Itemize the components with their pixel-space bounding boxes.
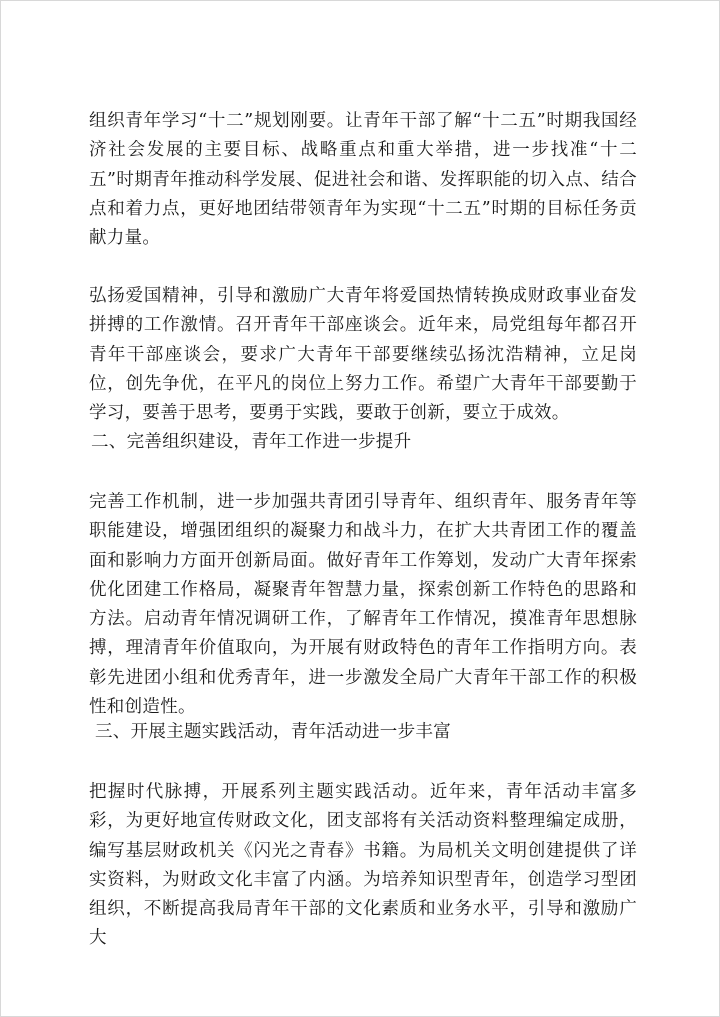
section-heading-organization: 二、完善组织建设，青年工作进一步提升	[91, 432, 412, 452]
paragraph-patriotism: 弘扬爱国精神，引导和激励广大青年将爱国热情转换成财政事业奋发拼搏的工作激情。召开青年干部座谈会。近年来，局党组每年都召开青年干部座谈会，要求广大青年干部要继续弘扬沈浩精神，立足岗位，创先争优，在平凡的岗位上努力工作。希望广大青年干部要勤于学习，要善于思考，要勇于实践，要敢于创新，要立于成效。	[89, 286, 637, 424]
paragraph-era-activities: 把握时代脉搏，开展系列主题实践活动。近年来，青年活动丰富多彩，为更好地宣传财政文化，团支部将有关活动资料整理编定成册，编写基层财政机关《闪光之青春》书籍。为局机关文明创建提供了详实资料，为财政文化丰富了内涵。为培养知识型青年，创造学习型团组织，不断提高我局青年干部的文化素质和业务水平，引导和激励广大	[89, 782, 637, 949]
paragraph-work-mechanism: 完善工作机制，进一步加强共青团引导青年、组织青年、服务青年等职能建设，增强团组织的凝聚力和战斗力，在扩大共青团工作的覆盖面和影响力方面开创新局面。做好青年工作筹划，发动广大青年探索优化团建工作格局，凝聚青年智慧力量，探索创新工作特色的思路和方法。启动青年情况调研工作，了解青年工作情况，摸准青年思想脉搏，理清青年价值取向，为开展有财政特色的青年工作指明方向。表彰先进团小组和优秀青年，进一步激发全局广大青年干部工作的积极性和创造性。	[89, 492, 637, 718]
paragraph-youth-study-plan: 组织青年学习“十二”规划刚要。让青年干部了解“十二五”时期我国经济社会发展的主要目标、战略重点和重大举措，进一步找准“十二五”时期青年推动科学发展、促进社会和谐、发挥职能的切入点、结合点和着力点，更好地团结带领青年为实现“十二五”时期的目标任务贡献力量。	[89, 111, 637, 249]
section-heading-activities: 三、开展主题实践活动，青年活动进一步丰富	[95, 722, 451, 742]
